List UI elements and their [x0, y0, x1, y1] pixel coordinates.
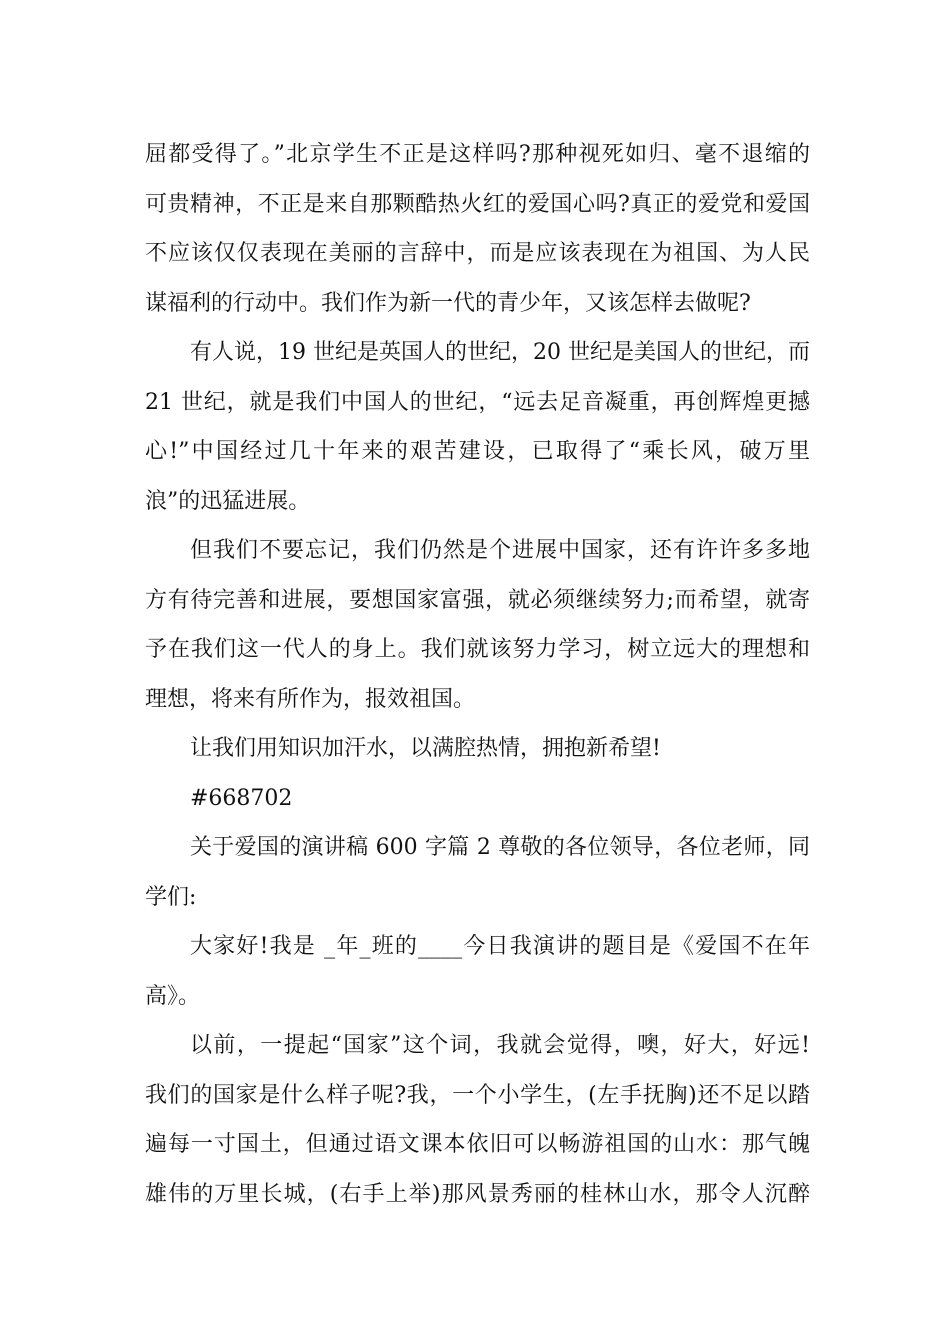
paragraph-first-line: 但我们不要忘记，我们仍然是个进展中国家，还有许许多多地: [190, 538, 810, 563]
text-line: 遍每一寸国土，但通过语文课本依旧可以畅游祖国的山水：那气魄: [145, 1132, 810, 1157]
text-line: 我们的国家是什么样子呢?我，一个小学生，(左手抚胸)还不足以踏: [145, 1082, 810, 1108]
text-line: 高》。: [145, 983, 201, 1009]
document-body: [145, 130, 810, 1219]
paragraph-first-line: 让我们用知识加汗水，以满腔热情，拥抱新希望!: [190, 736, 661, 761]
text-line: 予在我们这一代人的身上。我们就该努力学习，树立远大的理想和: [145, 637, 810, 662]
section-heading-line: 关于爱国的演讲稿 600 字篇 2 尊敬的各位领导，各位老师，同: [190, 835, 810, 860]
text-line: 学们:: [145, 884, 197, 910]
paragraph-first-line: 有人说，19 世纪是英国人的世纪，20 世纪是美国人的世纪，而: [190, 340, 810, 365]
text-line: 理想，将来有所作为，报效祖国。: [145, 686, 476, 712]
document-id: #668702: [190, 785, 293, 811]
paragraph-first-line: 大家好!我是 _年_班的____今日我演讲的题目是《爱国不在年: [190, 934, 810, 959]
text-line: 心!”中国经过几十年来的艰苦建设，已取得了“乘长风，破万里: [145, 439, 810, 464]
text-line: 屈都受得了。”北京学生不正是这样吗?那种视死如归、毫不退缩的: [145, 142, 810, 167]
text-line: 谋福利的行动中。我们作为新一代的青少年，又该怎样去做呢?: [145, 290, 751, 316]
text-line: 不应该仅仅表现在美丽的言辞中，而是应该表现在为祖国、为人民: [145, 241, 810, 266]
text-line: 浪”的迅猛进展。: [145, 488, 311, 514]
paragraph-first-line: 以前，一提起“国家”这个词，我就会觉得，噢，好大，好远!: [190, 1033, 810, 1058]
text-line: 21 世纪，就是我们中国人的世纪，“远去足音凝重，再创辉煌更撼: [145, 389, 810, 415]
text-line: 方有待完善和进展，要想国家富强，就必须继续努力;而希望，就寄: [145, 587, 810, 613]
text-line: 雄伟的万里长城，(右手上举)那风景秀丽的桂林山水，那令人沉醉: [145, 1181, 810, 1207]
text-line: 可贵精神，不正是来自那颗酷热火红的爱国心吗?真正的爱党和爱国: [145, 191, 810, 217]
